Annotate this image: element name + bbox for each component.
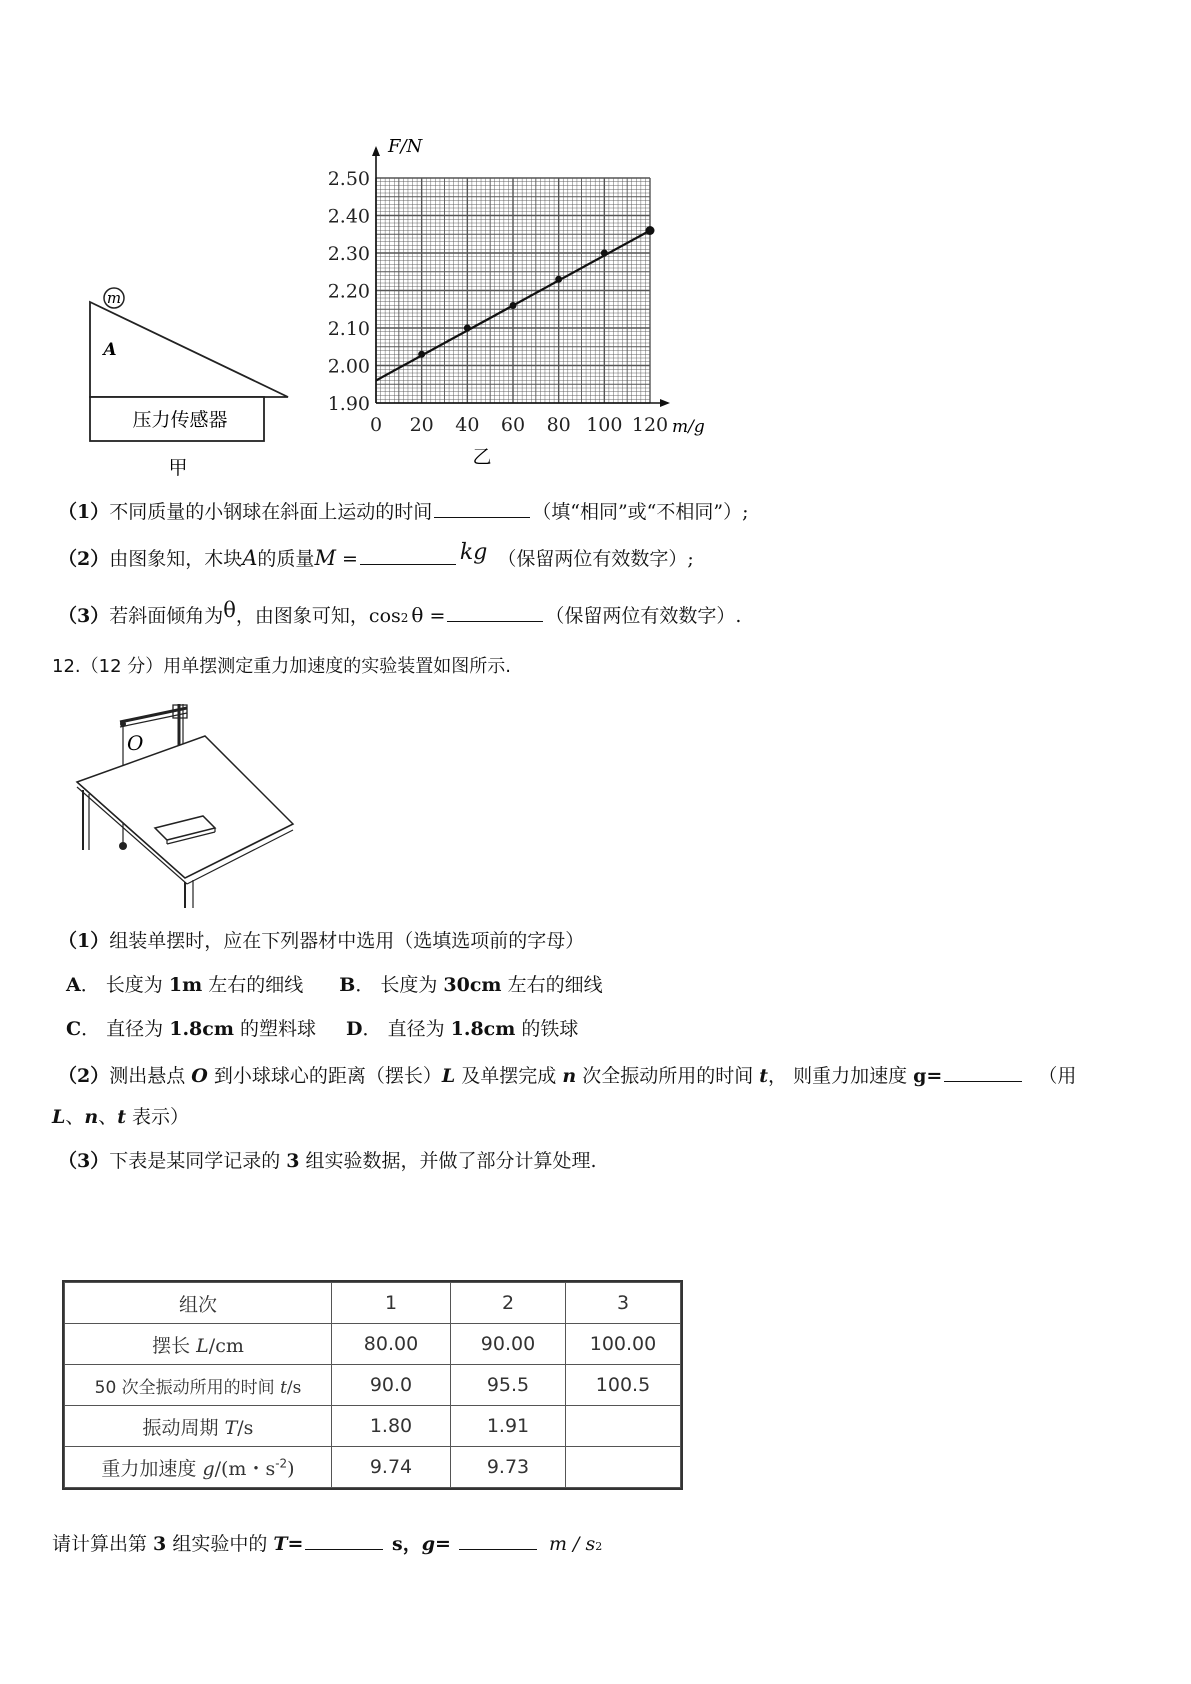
q12-part2-d: 次全振动所用的时间 (576, 1065, 760, 1087)
chart-axes (372, 146, 670, 407)
q11-part3-eq: = (423, 605, 446, 627)
q12-part3-a: 下表是某同学记录的 (109, 1150, 287, 1172)
option-a-pre: ． 长度为 (80, 974, 169, 996)
x-tick-label: 40 (455, 414, 480, 436)
table-header-cell: 组次 (65, 1283, 332, 1324)
y-tick-label: 2.10 (327, 318, 370, 340)
q12-part2-e: ， 则重力加速度 (768, 1065, 914, 1087)
option-c[interactable] (66, 1018, 316, 1040)
option-d-value: 1.8cm (450, 1018, 516, 1040)
option-a-value: 1m (168, 974, 203, 996)
q12-line2-tail: 表示） (126, 1106, 190, 1128)
block-label: A (103, 340, 117, 360)
option-a[interactable] (66, 974, 303, 996)
q12-line2-var-t: t (117, 1106, 126, 1128)
q11-part2-unit: kg (459, 540, 488, 565)
option-b-post: 左右的细线 (501, 974, 603, 996)
table-cell: 100.00 (566, 1324, 681, 1365)
y-tick-label: 2.00 (327, 355, 370, 378)
option-c-letter: C (66, 1018, 82, 1040)
q12-part2-var-n: n (562, 1065, 577, 1087)
option-c-value: 1.8cm (169, 1018, 234, 1040)
data-point (555, 276, 562, 283)
q11-part3-theta: θ (223, 598, 236, 622)
option-b[interactable] (339, 974, 602, 996)
table-cell: 1.80 (332, 1406, 451, 1447)
table-cell: 100.5 (566, 1365, 681, 1406)
x-tick-label: 0 (369, 414, 383, 436)
q12-part2-blank[interactable] (944, 1062, 1022, 1082)
q12-final-blank-g[interactable] (459, 1530, 537, 1550)
option-d-post: 的铁球 (515, 1018, 579, 1040)
table-cell: 9.74 (332, 1447, 451, 1488)
q11-part1-num: （1） (58, 501, 110, 523)
y-tick-label: 2.30 (327, 243, 370, 265)
q12-final-d: s， (385, 1533, 422, 1555)
q12-part2-line2 (52, 1106, 189, 1129)
row-label: 摆长 L/cm (65, 1324, 332, 1365)
q12-part2-b: 到小球球心的距离（摆长） (207, 1065, 442, 1087)
q12-part2-a: 测出悬点 (109, 1065, 192, 1087)
table-cell-empty[interactable] (566, 1406, 681, 1447)
q12-part2-c: 及单摆完成 (455, 1065, 563, 1087)
row-label: 重力加速度 g/(m・$s^{-2}$) (65, 1447, 332, 1488)
option-a-letter: A (66, 974, 81, 996)
q12-final-var-g: g= (421, 1533, 451, 1555)
q11-part1-text: 不同质量的小钢球在斜面上运动的时间 (109, 501, 433, 523)
q11-part1-tail: （填“相同”或“不相同”）; (532, 501, 749, 523)
data-point (646, 226, 655, 235)
q11-part2-blank[interactable] (360, 545, 456, 565)
q11-part1-blank[interactable] (434, 498, 530, 518)
q12-options-row2 (66, 1018, 578, 1041)
table-cell: 1.91 (451, 1406, 566, 1447)
chart-grid (376, 178, 650, 403)
x-tick-label: 20 (409, 414, 434, 436)
option-b-pre: ． 长度为 (355, 974, 444, 996)
q12-part2-var-t: t (759, 1065, 769, 1087)
q12-part2-var-l: L (441, 1065, 456, 1087)
q12-part3 (58, 1150, 597, 1173)
q12-part2-f: （用 (1038, 1065, 1077, 1087)
figure-pendulum (75, 700, 305, 910)
q12-line2-var-l: L (52, 1106, 66, 1128)
q11-part2 (58, 540, 694, 572)
table-row (65, 1447, 681, 1488)
table-row (65, 1324, 681, 1365)
table-cell: 90.00 (451, 1324, 566, 1365)
option-a-post: 左右的细线 (202, 974, 304, 996)
q11-part3-theta2: θ (411, 603, 424, 627)
table-header-row (65, 1283, 681, 1324)
incline-block (90, 302, 288, 397)
table-cell: 9.73 (451, 1447, 566, 1488)
q12-part2 (58, 1062, 1076, 1088)
row-label: 50 次全振动所用的时间 t/s (65, 1365, 332, 1406)
q11-part2-num: （2） (58, 548, 110, 570)
table-cell: 80.00 (332, 1324, 451, 1365)
table-row (65, 1406, 681, 1447)
q12-final-unit-sup: 2 (595, 1540, 603, 1553)
y-tick-label: 2.20 (327, 280, 370, 303)
figure-incline-sensor (80, 262, 290, 482)
sensor-label: 压力传感器 (132, 409, 228, 431)
table-row (65, 1365, 681, 1406)
table-cell-empty[interactable] (566, 1447, 681, 1488)
q12-part2-var-o: O (191, 1065, 208, 1087)
q11-part2-text-a: 由图象知，木块 (109, 548, 243, 570)
figure-jia-caption: 甲 (168, 457, 188, 479)
q12-final (52, 1530, 602, 1556)
option-b-letter: B (339, 974, 356, 996)
table-header-cell: 2 (451, 1283, 566, 1324)
q11-part2-var-m: M (314, 546, 336, 570)
data-point (418, 351, 425, 358)
option-b-value: 30cm (443, 974, 502, 996)
q11-part2-eq: = (335, 548, 358, 570)
q12-line2-sep1: 、 (65, 1106, 85, 1128)
q12-part3-b: 3 (286, 1150, 300, 1172)
q12-header: 12.（12 分）用单摆测定重力加速度的实验装置如图所示. (52, 656, 511, 677)
y-tick-labels (328, 168, 370, 415)
q11-part3-text-b: ，由图象可知， (235, 605, 369, 627)
option-d-pre: ． 直径为 (362, 1018, 451, 1040)
x-tick-label: 80 (546, 414, 571, 436)
x-tick-label: 120 (631, 414, 669, 436)
q12-part3-c: 组实验数据，并做了部分计算处理. (299, 1150, 597, 1172)
q11-part2-var-a: A (242, 546, 258, 570)
q12-final-b: 3 (153, 1533, 167, 1555)
option-c-post: 的塑料球 (233, 1018, 316, 1040)
q12-part2-var-g: g= (913, 1065, 943, 1087)
data-point (510, 302, 517, 309)
q11-part1 (58, 498, 749, 524)
q12-part1-num: （1） (58, 930, 110, 952)
q11-part3-tail: （保留两位有效数字）. (545, 605, 742, 627)
q12-part1 (58, 930, 584, 953)
q12-part1-text: 组装单摆时，应在下列器材中选用（选填选项前的字母） (109, 930, 585, 952)
q12-line2-sep2: 、 (98, 1106, 118, 1128)
y-axis-arrow-icon (372, 146, 380, 156)
q11-part3-cos: cos (368, 605, 401, 627)
q12-part2-num: （2） (58, 1065, 110, 1087)
ball-label: m (106, 289, 122, 307)
table-header-cell: 1 (332, 1283, 451, 1324)
q11-part2-text-b: 的质量 (257, 548, 315, 570)
q11-part3-text-a: 若斜面倾角为 (109, 605, 224, 627)
force-mass-chart (320, 136, 705, 470)
figure-yi-caption: 乙 (472, 446, 492, 468)
option-d-letter: D (346, 1018, 363, 1040)
y-tick-label: 2.40 (327, 205, 370, 228)
q12-final-a: 请计算出第 (52, 1533, 154, 1555)
q11-part2-tail: （保留两位有效数字）; (497, 548, 694, 570)
q11-part3-blank[interactable] (447, 602, 543, 622)
q12-final-blank-t[interactable] (305, 1530, 383, 1550)
y-tick-label: 1.90 (327, 393, 370, 415)
y-tick-label: 2.50 (327, 168, 370, 190)
data-point (464, 325, 471, 332)
table-cell: 95.5 (451, 1365, 566, 1406)
q12-line2-var-n: n (84, 1106, 99, 1128)
q11-part3 (58, 598, 742, 628)
x-tick-label: 100 (586, 414, 623, 436)
pendulum-bob-icon (119, 842, 127, 850)
x-tick-labels (370, 414, 668, 436)
option-d[interactable] (346, 1018, 578, 1040)
row-label: 振动周期 T/s (65, 1406, 332, 1447)
q11-part3-sq: 2 (400, 611, 409, 625)
q12-options-row1 (66, 974, 603, 997)
x-axis-arrow-icon (660, 399, 670, 407)
y-axis-label: F/N (388, 136, 423, 157)
table-header-cell: 3 (566, 1283, 681, 1324)
q11-part3-num: （3） (58, 605, 110, 627)
q12-final-var-t: T= (273, 1533, 304, 1555)
pivot-label: O (127, 731, 144, 755)
q12-final-unit: m / s (548, 1533, 596, 1555)
experiment-data-table (64, 1282, 681, 1488)
q12-final-c: 组实验中的 (166, 1533, 274, 1555)
q12-part3-num: （3） (58, 1150, 110, 1172)
option-c-pre: ． 直径为 (81, 1018, 170, 1040)
table-cell: 90.0 (332, 1365, 451, 1406)
data-point (601, 250, 608, 257)
x-tick-label: 60 (500, 414, 526, 436)
x-axis-label: m/g (672, 417, 705, 437)
